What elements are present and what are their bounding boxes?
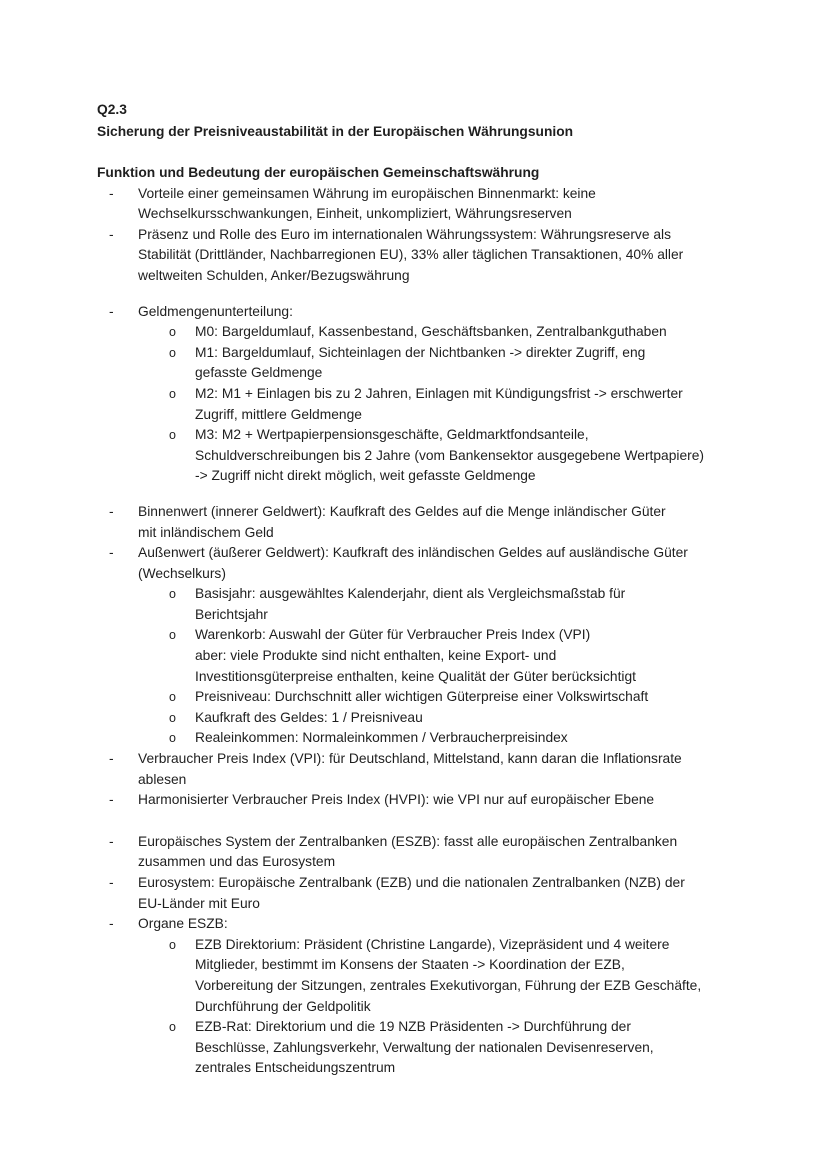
- bullet-marker: -: [109, 875, 114, 890]
- sub-bullet-marker: o: [169, 325, 176, 340]
- text-line: zentrales Entscheidungszentrum: [195, 1060, 396, 1076]
- text-line: -> Zugriff nicht direkt möglich, weit gefasste Geldmenge: [195, 468, 536, 484]
- bullet-text: [195, 425, 777, 487]
- sub-bullet-marker: o: [169, 386, 176, 401]
- bullet-text: [195, 322, 777, 343]
- text-line: Realeinkommen: Normaleinkommen / Verbraucherpreisindex: [195, 730, 568, 746]
- bullet-item: [97, 832, 777, 873]
- sub-bullet-item: [97, 728, 777, 749]
- bullet-marker: -: [109, 545, 114, 561]
- text-line: Durchführung der Geldpolitik: [195, 998, 371, 1014]
- section-heading: Funktion und Bedeutung der europäischen Gemeinschaftswährung: [97, 165, 540, 180]
- bullet-marker: -: [109, 185, 114, 201]
- text-line: M3: M2 + Wertpapierpensionsgeschäfte, Geldmarktfondsanteile,: [195, 427, 589, 443]
- sub-bullet-item: [97, 708, 777, 729]
- sub-bullet-item: [97, 584, 777, 625]
- text-line: Investitionsgüterpreise enthalten, keine Qualität der Güter berücksichtigt: [195, 668, 636, 684]
- text-line: M1: Bargeldumlauf, Sichteinlagen der Nichtbanken -> direkter Zugriff, eng: [195, 344, 646, 360]
- bullet-text: [138, 873, 777, 914]
- bullet-text: [138, 543, 777, 584]
- sub-bullet-marker: o: [169, 690, 176, 705]
- text-line: Basisjahr: ausgewähltes Kalenderjahr, dient als Vergleichsmaßstab für: [195, 586, 626, 602]
- bullet-marker: -: [109, 751, 114, 767]
- text-line: (Wechselkurs): [138, 565, 226, 581]
- bullet-text: [138, 914, 777, 935]
- text-line: M0: Bargeldumlauf, Kassenbestand, Geschäftsbanken, Zentralbankguthaben: [195, 324, 667, 340]
- text-line: mit inländischem Geld: [138, 524, 274, 540]
- bullet-text: [195, 584, 777, 625]
- bullet-text: [138, 790, 777, 811]
- bullet-text: [138, 184, 777, 225]
- text-line: Vorteile einer gemeinsamen Währung im europäischen Binnenmarkt: keine: [138, 185, 596, 201]
- bullet-item: [97, 302, 777, 323]
- bullet-text: [138, 502, 777, 543]
- text-line: Verbraucher Preis Index (VPI): für Deutschland, Mittelstand, kann daran die Inflationsrate: [138, 751, 682, 767]
- bullet-text: [138, 302, 777, 323]
- sub-bullet-item: [97, 322, 777, 343]
- text-line: Berichtsjahr: [195, 606, 268, 622]
- bullet-marker: -: [109, 226, 114, 242]
- sub-bullet-item: [97, 343, 777, 384]
- text-line: Präsenz und Rolle des Euro im internationalen Währungssystem: Währungsreserve als: [138, 226, 671, 242]
- text-line: Außenwert (äußerer Geldwert): Kaufkraft des inländischen Geldes auf ausländische Güter: [138, 545, 688, 561]
- text-line: M2: M1 + Einlagen bis zu 2 Jahren, Einlagen mit Kündigungsfrist -> erschwerter: [195, 385, 683, 401]
- bullet-marker: -: [109, 916, 114, 932]
- sub-bullet-marker: o: [169, 587, 176, 602]
- text-line: Zugriff, mittlere Geldmenge: [195, 406, 362, 422]
- text-line: zusammen und das Eurosystem: [138, 854, 336, 870]
- text-line: Organe ESZB:: [138, 916, 228, 932]
- text-line: EZB-Rat: Direktorium und die 19 NZB Präsidenten -> Durchführung der: [195, 1019, 631, 1035]
- sub-bullet-marker: o: [169, 710, 176, 725]
- sub-bullet-marker: o: [169, 731, 176, 746]
- sub-bullet-marker: o: [169, 345, 176, 360]
- text-line: Mitglieder, bestimmt im Konsens der Staaten -> Koordination der EZB,: [195, 957, 625, 973]
- bullet-marker: -: [109, 792, 114, 808]
- bullet-list: [97, 184, 777, 1079]
- sub-bullet-item: [97, 625, 777, 687]
- spacer: [97, 811, 777, 832]
- bullet-text: [195, 687, 777, 708]
- document-content: [97, 99, 777, 1079]
- text-line: EZB Direktorium: Präsident (Christine Langarde), Vizepräsident und 4 weitere: [195, 936, 670, 952]
- bullet-text: [195, 625, 777, 687]
- text-line: ablesen: [138, 771, 187, 787]
- bullet-item: [97, 873, 777, 914]
- bullet-text: [195, 935, 777, 1017]
- text-line: Wechselkursschwankungen, Einheit, unkompliziert, Währungsreserven: [138, 206, 572, 222]
- bullet-item: [97, 749, 777, 790]
- bullet-text: [195, 384, 777, 425]
- bullet-text: [138, 225, 777, 287]
- bullet-marker: -: [109, 503, 114, 519]
- text-line: Warenkorb: Auswahl der Güter für Verbraucher Preis Index (VPI): [195, 627, 591, 643]
- sub-bullet-item: [97, 425, 777, 487]
- spacer: [97, 487, 777, 502]
- sub-bullet-marker: o: [169, 628, 176, 643]
- bullet-marker: -: [109, 833, 114, 849]
- text-line: Stabilität (Drittländer, Nachbarregionen EU), 33% aller täglichen Transaktionen, 40% aller: [138, 247, 684, 263]
- text-line: Harmonisierter Verbraucher Preis Index (HVPI): wie VPI nur auf europäischer Ebene: [138, 792, 655, 808]
- bullet-marker: -: [109, 303, 114, 319]
- spacer: [97, 287, 777, 302]
- text-line: weltweiten Schulden, Anker/Bezugswährung: [138, 267, 410, 283]
- text-line: gefasste Geldmenge: [195, 365, 323, 381]
- bullet-item: [97, 790, 777, 811]
- bullet-text: [138, 832, 777, 873]
- sub-bullet-item: [97, 935, 777, 1017]
- sub-bullet-marker: o: [169, 1020, 176, 1035]
- bullet-item: [97, 502, 777, 543]
- bullet-item: [97, 914, 777, 935]
- bullet-item: [97, 225, 777, 287]
- text-line: Binnenwert (innerer Geldwert): Kaufkraft des Geldes auf die Menge inländischer Güter: [138, 503, 666, 519]
- sub-bullet-marker: o: [169, 428, 176, 443]
- bullet-text: [195, 1017, 777, 1079]
- document-title: Q2.3: [97, 102, 127, 117]
- text-line: Eurosystem: Europäische Zentralbank (EZB) und die nationalen Zentralbanken (NZB) der: [138, 875, 685, 890]
- text-line: Beschlüsse, Zahlungsverkehr, Verwaltung der nationalen Devisenreserven,: [195, 1039, 654, 1055]
- spacer: [97, 142, 777, 163]
- bullet-item: [97, 543, 777, 584]
- text-line: EU-Länder mit Euro: [138, 895, 260, 911]
- text-line: Schuldverschreibungen bis 2 Jahre (vom Bankensektor ausgegebene Wertpapiere): [195, 447, 704, 463]
- sub-bullet-item: [97, 384, 777, 425]
- sub-bullet-item: [97, 687, 777, 708]
- text-line: Vorbereitung der Sitzungen, zentrales Exekutivorgan, Führung der EZB Geschäfte,: [195, 977, 702, 993]
- sub-bullet-marker: o: [169, 937, 176, 952]
- bullet-text: [195, 708, 777, 729]
- text-line: Geldmengenunterteilung:: [138, 303, 293, 319]
- bullet-text: [138, 749, 777, 790]
- document-subtitle: Sicherung der Preisniveaustabilität in der Europäischen Währungsunion: [97, 123, 574, 139]
- bullet-text: [195, 343, 777, 384]
- text-line: aber: viele Produkte sind nicht enthalten, keine Export- und: [195, 648, 557, 664]
- title-block: [97, 99, 777, 142]
- text-line: Kaufkraft des Geldes: 1 / Preisniveau: [195, 709, 423, 725]
- text-line: Preisniveau: Durchschnitt aller wichtigen Güterpreise einer Volkswirtschaft: [195, 689, 649, 705]
- sub-bullet-item: [97, 1017, 777, 1079]
- text-line: Europäisches System der Zentralbanken (ESZB): fasst alle europäischen Zentralbanken: [138, 833, 678, 849]
- bullet-text: [195, 728, 777, 749]
- bullet-item: [97, 184, 777, 225]
